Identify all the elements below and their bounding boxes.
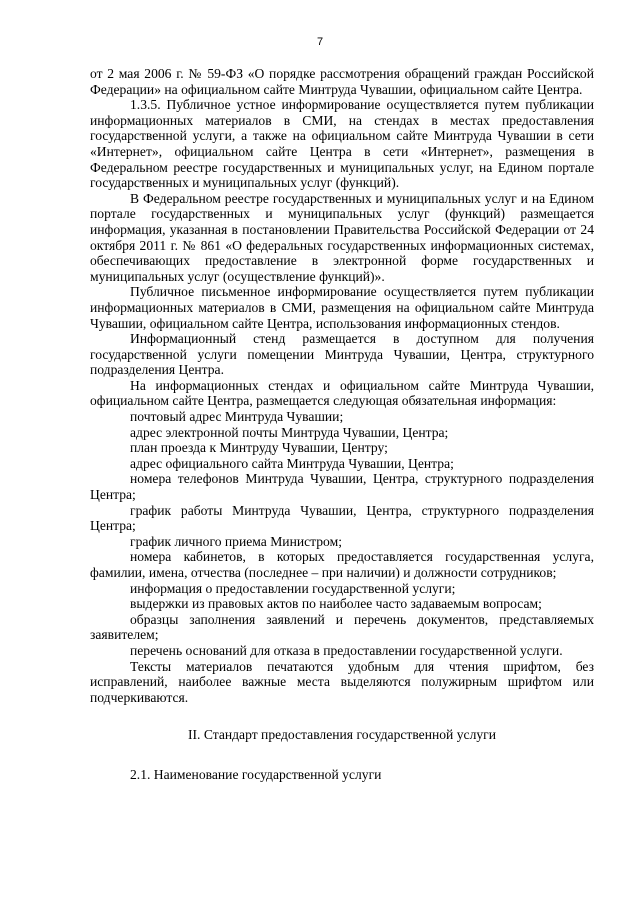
list-item: номера телефонов Минтруда Чувашии, Центра, структурного подразделения Центра; <box>90 471 594 503</box>
list-item: адрес электронной почты Минтруда Чувашии, Центра; <box>130 424 449 440</box>
section-heading: II. Стандарт предоставления государственной услуги <box>187 727 496 743</box>
paragraph: Публичное письменное информирование осуществляется путем публикации информационных материалов в СМИ, размещения на официальном сайте Минтруда Чувашии, официальном сайте Центра, использования информационных стендов. <box>90 284 594 331</box>
list-item: план проезда к Минтруду Чувашии, Центру; <box>130 440 388 456</box>
paragraph: Информационный стенд размещается в доступном для получения государственной услуги помещении Минтруда Чувашии, Центра, структурного подразделения Центра. <box>90 331 594 378</box>
paragraph: от 2 мая 2006 г. № 59-ФЗ «О порядке рассмотрения обращений граждан Российской Федерации» на официальном сайте Минтруда Чувашии, официальном сайте Центра. <box>90 66 594 97</box>
list-item: адрес официального сайта Минтруда Чувашии, Центра; <box>130 455 454 471</box>
list-item: почтовый адрес Минтруда Чувашии; <box>130 409 344 425</box>
list-item: выдержки из правовых актов по наиболее часто задаваемым вопросам; <box>130 596 542 612</box>
document-body <box>90 66 594 783</box>
paragraph: В Федеральном реестре государственных и муниципальных услуг и на Едином портале государственных и муниципальных услуг (функций) размещается информация, указанная в постановлении Правительства Российской Федерации от 24 октября 2011 г. № 861 «О федеральных государственных информационных системах, обеспечивающих предоставление в электронной форме государственных и муниципальных услуг (осуществление функций)». <box>90 190 594 284</box>
list-item: перечень оснований для отказа в предоставлении государственной услуги. <box>130 642 563 658</box>
list-item: график работы Минтруда Чувашии, Центра, структурного подразделения Центра; <box>90 502 594 534</box>
list-item: образцы заполнения заявлений и перечень документов, представляемых заявителем; <box>90 611 594 643</box>
paragraph: 1.3.5. Публичное устное информирование осуществляется путем публикации информационных материалов в СМИ, на стендах в местах предоставления государственной услуги, а также на официальном сайте Минтруда Чувашии в сети «Интернет», официальном сайте Центра в сети «Интернет», размещения в Федеральном реестре государственных и муниципальных услуг, на Едином портале государственных и муниципальных услуг (функций). <box>90 97 594 191</box>
page-number: 7 <box>316 36 324 48</box>
paragraph: На информационных стендах и официальном сайте Минтруда Чувашии, официальном сайте Центра, размещается следующая обязательная информация: <box>90 377 594 409</box>
list-item: информация о предоставлении государственной услуги; <box>130 580 456 596</box>
list-item: график личного приема Министром; <box>130 533 342 549</box>
list-item: номера кабинетов, в которых предоставляется государственная услуга, фамилии, имена, отчества (последнее – при наличии) и должности сотрудников; <box>90 549 594 580</box>
subsection-heading: 2.1. Наименование государственной услуги <box>130 766 382 782</box>
closing-paragraph: Тексты материалов печатаются удобным для чтения шрифтом, без исправлений, наиболее важные места выделяются полужирным шрифтом или подчеркиваются. <box>90 658 594 705</box>
